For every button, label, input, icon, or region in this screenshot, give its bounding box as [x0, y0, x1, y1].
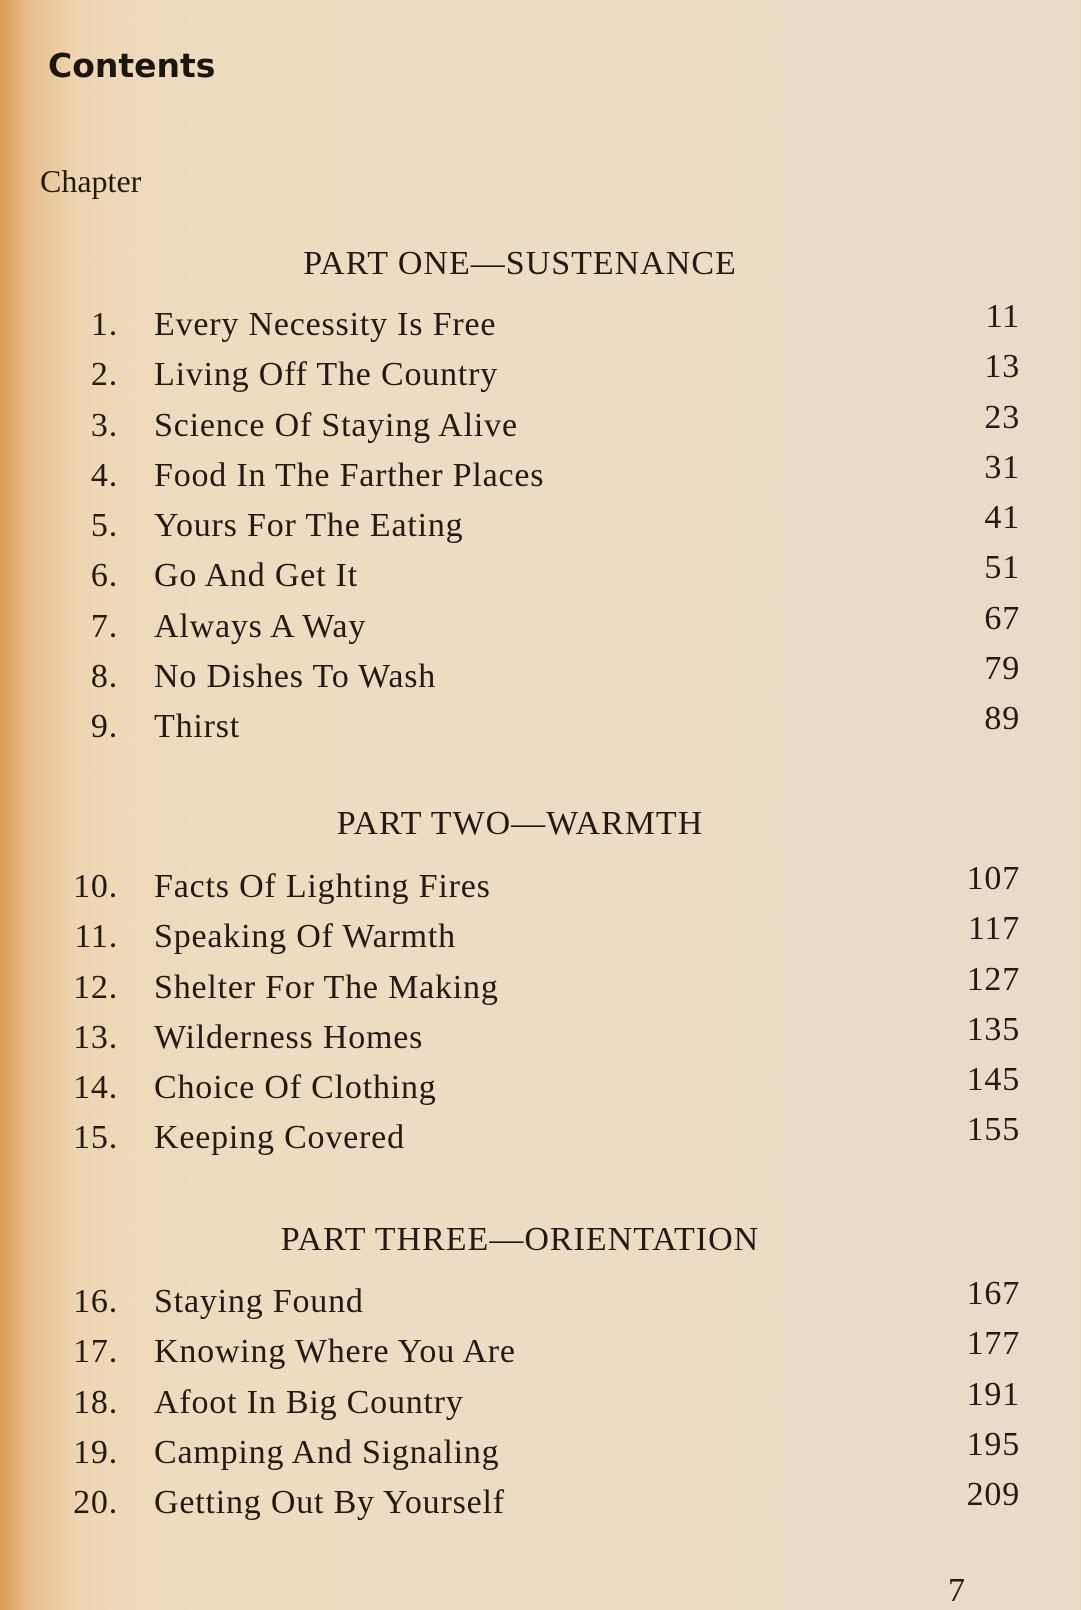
toc-entry [30, 650, 1020, 708]
chapter-title: Living Off The Country [154, 356, 499, 394]
toc-entry [30, 348, 1020, 406]
chapter-title: Camping And Signaling [154, 1433, 500, 1471]
chapter-page: 209 [966, 1476, 1020, 1514]
chapter-title: No Dishes To Wash [154, 658, 437, 696]
part-one-heading: PART ONE—SUSTENANCE [303, 245, 737, 282]
chapter-list [30, 298, 1020, 759]
chapter-page: 31 [984, 448, 1020, 486]
chapter-title: Yours For The Eating [154, 507, 464, 545]
chapter-number: 14. [73, 1069, 118, 1107]
chapter-page: 41 [984, 499, 1020, 537]
chapter-column-label: Chapter [40, 163, 142, 199]
toc-entry [30, 499, 1020, 557]
chapter-number: 13. [73, 1018, 118, 1056]
chapter-page: 191 [966, 1375, 1020, 1413]
chapter-title: Knowing Where You Are [154, 1333, 516, 1371]
toc-entry [30, 1111, 1020, 1169]
chapter-number: 6. [90, 557, 118, 595]
chapter-title: Always A Way [154, 607, 367, 645]
chapter-number: 18. [73, 1383, 118, 1421]
chapter-title: Getting Out By Yourself [154, 1484, 505, 1522]
chapter-number: 19. [73, 1433, 118, 1471]
chapter-title: Afoot In Big Country [154, 1383, 464, 1421]
chapter-page: 89 [984, 700, 1020, 738]
toc-entry [30, 1325, 1020, 1383]
chapter-page: 195 [966, 1425, 1020, 1463]
chapter-number: 4. [90, 456, 118, 494]
toc-entry [30, 1375, 1020, 1434]
toc-entry [30, 1425, 1020, 1484]
part-three-heading: PART THREE—ORIENTATION [280, 1221, 760, 1258]
chapter-number: 11. [74, 918, 118, 956]
chapter-page: 145 [966, 1061, 1020, 1099]
chapter-title: Go And Get It [154, 557, 358, 595]
page-number: 7 [948, 1572, 965, 1609]
chapter-page: 135 [966, 1010, 1020, 1048]
toc-entry [30, 298, 1020, 356]
chapter-page: 23 [984, 398, 1020, 436]
toc-entry [30, 398, 1020, 457]
toc-entry [30, 860, 1020, 918]
chapter-number: 1. [90, 306, 118, 343]
part-two-heading: PART TWO—WARMTH [336, 805, 704, 842]
chapter-title: Science Of Staying Alive [154, 406, 518, 444]
chapter-page: 155 [966, 1111, 1020, 1149]
chapter-page: 167 [966, 1275, 1020, 1312]
chapter-number: 20. [73, 1484, 118, 1522]
chapter-page: 67 [984, 599, 1020, 637]
toc-entry [30, 1275, 1020, 1333]
contents-heading: Contents [48, 46, 216, 85]
chapter-number: 9. [90, 708, 118, 746]
toc-entry [30, 1061, 1020, 1119]
chapter-number: 16. [73, 1283, 118, 1320]
chapter-number: 2. [90, 356, 118, 394]
chapter-number: 8. [90, 658, 118, 696]
chapter-list [30, 860, 1020, 1170]
chapter-page: 11 [985, 298, 1020, 335]
chapter-page: 177 [966, 1325, 1020, 1363]
chapter-title: Facts Of Lighting Fires [154, 868, 491, 905]
chapter-number: 15. [73, 1119, 118, 1157]
toc-entry [30, 960, 1020, 1019]
toc-entry [30, 910, 1020, 968]
chapter-page: 51 [984, 549, 1020, 587]
toc-entry [30, 448, 1020, 507]
chapter-title: Staying Found [154, 1283, 364, 1320]
chapter-page: 107 [966, 860, 1020, 897]
chapter-title: Speaking Of Warmth [154, 918, 456, 956]
chapter-page: 79 [984, 650, 1020, 688]
chapter-title: Shelter For The Making [154, 968, 499, 1006]
chapter-number: 17. [73, 1333, 118, 1371]
chapter-list [30, 1275, 1020, 1534]
chapter-title: Choice Of Clothing [154, 1069, 437, 1107]
toc-entry [30, 700, 1020, 758]
toc-entry [30, 1476, 1020, 1534]
chapter-title: Wilderness Homes [154, 1018, 424, 1056]
chapter-title: Keeping Covered [154, 1119, 405, 1157]
chapter-page: 117 [967, 910, 1020, 948]
chapter-title: Food In The Farther Places [154, 456, 545, 494]
toc-entry [30, 1010, 1020, 1069]
chapter-page: 13 [984, 348, 1020, 386]
chapter-title: Every Necessity Is Free [154, 306, 497, 343]
toc-entry [30, 599, 1020, 658]
toc-entry [30, 549, 1020, 607]
chapter-page: 127 [966, 960, 1020, 998]
chapter-number: 5. [90, 507, 118, 545]
chapter-number: 7. [90, 607, 118, 645]
chapter-title: Thirst [154, 708, 241, 746]
chapter-number: 3. [90, 406, 118, 444]
chapter-number: 12. [73, 968, 118, 1006]
chapter-number: 10. [73, 868, 118, 905]
